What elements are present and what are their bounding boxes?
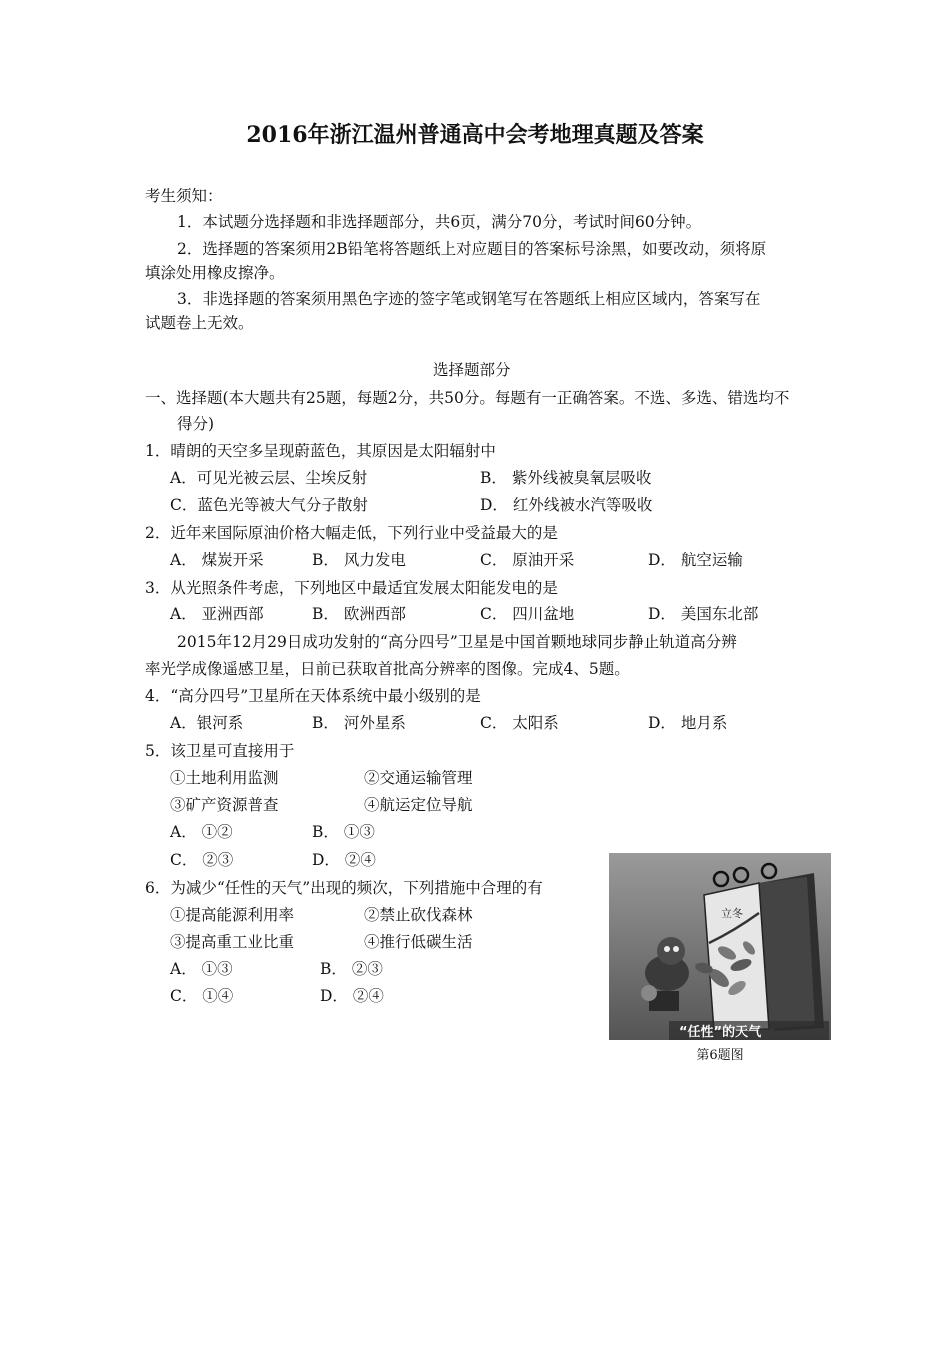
- q5-option-d: D． ②④: [312, 851, 376, 869]
- notice-heading: 考生须知：: [145, 187, 223, 205]
- section-heading: 选择题部分: [433, 361, 511, 379]
- q2-stem: 2．近年来国际原油价格大幅走低，下列行业中受益最大的是: [145, 524, 558, 542]
- q4-option-b: B． 河外星系: [312, 714, 406, 732]
- q6-option-d: D． ②④: [320, 987, 384, 1005]
- q1-option-a: A．可见光被云层、尘埃反射: [170, 469, 368, 487]
- q3-option-a: A． 亚洲西部: [170, 605, 264, 623]
- q6-item-4: ④推行低碳生活: [364, 933, 473, 951]
- calendar-text: 立冬: [721, 907, 743, 920]
- q5-item-1: ①土地利用监测: [170, 769, 279, 787]
- q4-stem: 4．“高分四号”卫星所在天体系统中最小级别的是: [145, 687, 481, 705]
- q1-option-d: D． 红外线被水汽等吸收: [480, 496, 653, 514]
- q5-option-b: B． ①③: [312, 823, 375, 841]
- q5-item-2: ②交通运输管理: [364, 769, 473, 787]
- q1-option-c: C．蓝色光等被大气分子散射: [170, 496, 368, 514]
- q6-option-b: B． ②③: [320, 960, 383, 978]
- notice-item-2b: 填涂处用橡皮擦净。: [145, 264, 285, 282]
- q5-option-c: C． ②③: [170, 851, 234, 869]
- q5-stem: 5．该卫星可直接用于: [145, 742, 295, 760]
- q6-item-3: ③提高重工业比重: [170, 933, 295, 951]
- q2-option-a: A． 煤炭开采: [170, 551, 264, 569]
- notice-item-3a: 3．非选择题的答案须用黑色字迹的签字笔或钢笔写在答题纸上相应区域内，答案写在: [177, 290, 761, 308]
- q4-option-c: C． 太阳系: [480, 714, 559, 732]
- q1-option-b: B． 紫外线被臭氧层吸收: [480, 469, 652, 487]
- q6-option-a: A． ①③: [170, 960, 233, 978]
- notice-item-3b: 试题卷上无效。: [145, 314, 254, 332]
- q3-option-c: C． 四川盆地: [480, 605, 575, 623]
- figure-banner: “任性”的天气: [679, 1025, 762, 1040]
- q5-item-4: ④航运定位导航: [364, 796, 473, 814]
- passage-line-a: 2015年12月29日成功发射的“高分四号”卫星是中国首颗地球同步静止轨道高分辨: [177, 633, 737, 651]
- q2-option-d: D． 航空运输: [648, 551, 743, 569]
- q5-item-3: ③矿产资源普查: [170, 796, 279, 814]
- q2-option-b: B． 风力发电: [312, 551, 406, 569]
- notice-item-1: 1．本试题分选择题和非选择题部分，共6页，满分70分，考试时间60分钟。: [177, 213, 702, 231]
- q6-stem: 6．为减少“任性的天气”出现的频次，下列措施中合理的有: [145, 879, 543, 897]
- q5-option-a: A． ①②: [170, 823, 233, 841]
- passage-line-b: 率光学成像遥感卫星，日前已获取首批高分辨率的图像。完成4、5题。: [145, 660, 630, 678]
- calendar-cartoon-illustration: [609, 853, 831, 1040]
- q4-option-a: A．银河系: [170, 714, 244, 732]
- q6-item-2: ②禁止砍伐森林: [364, 906, 473, 924]
- q3-option-d: D． 美国东北部: [648, 605, 759, 623]
- section-instructions-a: 一、选择题(本大题共有25题，每题2分，共50分。每题有一正确答案。不选、多选、错选均不: [145, 389, 790, 407]
- section-instructions-b: 得分): [177, 415, 215, 433]
- q6-figure: [609, 853, 831, 1040]
- q2-option-c: C． 原油开采: [480, 551, 575, 569]
- q6-option-c: C． ①④: [170, 987, 234, 1005]
- q3-stem: 3．从光照条件考虑，下列地区中最适宜发展太阳能发电的是: [145, 579, 558, 597]
- figure-caption: 第6题图: [696, 1048, 744, 1063]
- q1-stem: 1．晴朗的天空多呈现蔚蓝色，其原因是太阳辐射中: [145, 442, 496, 460]
- q4-option-d: D． 地月系: [648, 714, 728, 732]
- page-title: 2016年浙江温州普通高中会考地理真题及答案: [246, 122, 704, 148]
- q6-item-1: ①提高能源利用率: [170, 906, 295, 924]
- notice-item-2a: 2．选择题的答案须用2B铅笔将答题纸上对应题目的答案标号涂黑，如要改动，须将原: [177, 240, 767, 258]
- q3-option-b: B． 欧洲西部: [312, 605, 406, 623]
